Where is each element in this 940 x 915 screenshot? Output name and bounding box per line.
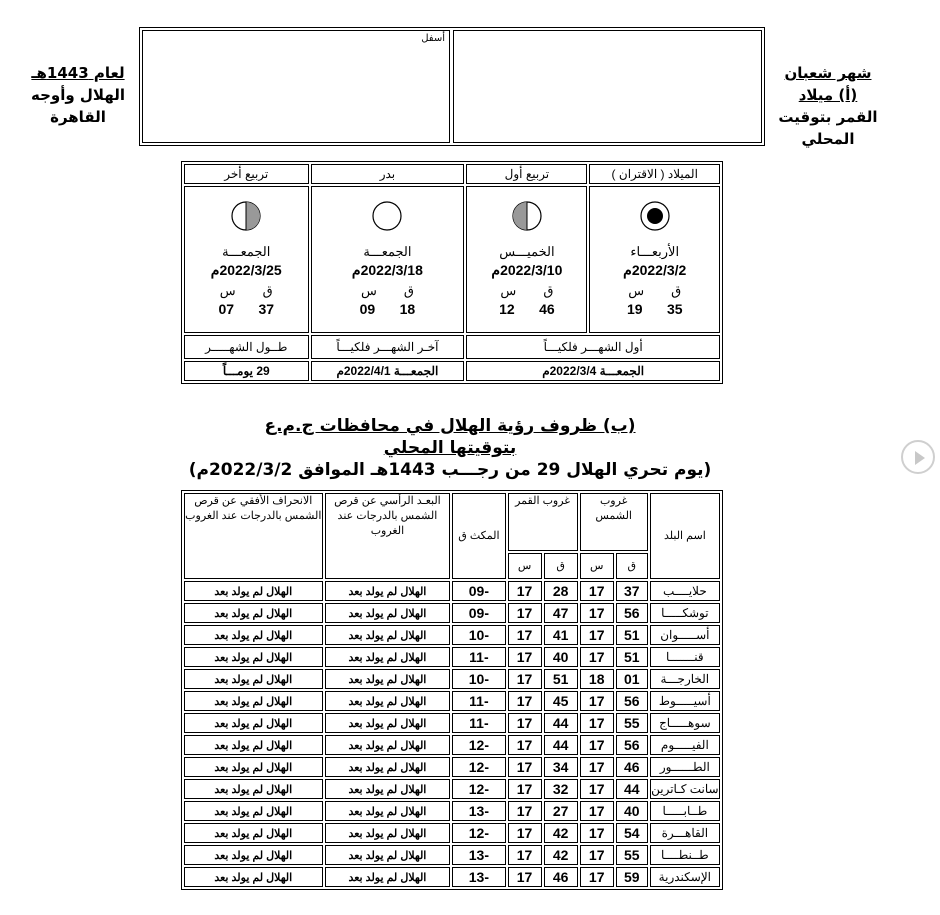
altitude-cell: الهلال لم يولد بعد <box>325 625 451 645</box>
moonset-hour-cell: 17 <box>508 779 542 799</box>
col-header-altitude: البعـد الرأسي عن قرص الشمس بالدرجات عند الغروب <box>325 493 451 579</box>
city-cell: قنـــــــا <box>650 647 720 667</box>
altitude-cell: الهلال لم يولد بعد <box>325 823 451 843</box>
hour-label: س <box>360 283 377 298</box>
azimuth-cell: الهلال لم يولد بعد <box>184 669 323 689</box>
city-cell: أســـــوان <box>650 625 720 645</box>
moonset-hour-cell: 17 <box>508 647 542 667</box>
moonset-minute-cell: 47 <box>544 603 578 623</box>
first-quarter-moon-icon <box>512 201 542 231</box>
sunset-hour-cell: 17 <box>580 691 614 711</box>
header-left-line-2: الهلال وأوجه <box>31 86 125 104</box>
hour-label: س <box>628 283 645 298</box>
moonset-hour-cell: 17 <box>508 581 542 601</box>
sunset-hour-cell: 17 <box>580 823 614 843</box>
stay-cell: -13 <box>452 845 505 865</box>
phase-day: الخميـــس <box>499 244 555 259</box>
header-right-line-2: (أ) ميلاد <box>798 86 858 104</box>
col-header-moonset: غروب القمر <box>508 493 578 551</box>
stay-cell: -12 <box>452 823 505 843</box>
summary-label-first-day: أول الشهـــر فلكيـــاً <box>466 335 720 359</box>
summary-label-last-day: آخـر الشهـــر فلكيـــاً <box>311 335 465 359</box>
stay-cell: -09 <box>452 581 505 601</box>
moonset-minute-cell: 45 <box>544 691 578 711</box>
altitude-cell: الهلال لم يولد بعد <box>325 845 451 865</box>
phase-date: 2022/3/25م <box>210 262 282 278</box>
moon-phases-table <box>181 161 723 384</box>
phase-minute: 37 <box>258 301 275 317</box>
minute-label: ق <box>403 283 414 298</box>
table-row <box>184 647 720 667</box>
city-cell: الإسكندرية <box>650 867 720 887</box>
altitude-cell: الهلال لم يولد بعد <box>325 603 451 623</box>
col-header-azimuth: الانحراف الأفقي عن قرص الشمس بالدرجات عند الغروب <box>184 493 323 579</box>
sunset-hour-cell: 17 <box>580 603 614 623</box>
phase-date: 2022/3/18م <box>351 262 423 278</box>
sunset-hour-cell: 17 <box>580 757 614 777</box>
city-cell: سانت كـاترين <box>650 779 720 799</box>
phase-hour: 09 <box>359 301 376 317</box>
sunset-minute-cell: 44 <box>616 779 648 799</box>
summary-value-first-day: الجمعـــة 2022/3/4م <box>466 361 720 381</box>
sunset-minute-cell: 01 <box>616 669 648 689</box>
sunset-hour-cell: 17 <box>580 735 614 755</box>
last-quarter-moon-icon <box>231 201 261 231</box>
moonset-hour-cell: 17 <box>508 713 542 733</box>
sunset-hour-cell: 17 <box>580 779 614 799</box>
city-cell: الفيـــــوم <box>650 735 720 755</box>
sunset-hour-cell: 18 <box>580 669 614 689</box>
col-header-sunset: غروب الشمس <box>580 493 648 551</box>
azimuth-cell: الهلال لم يولد بعد <box>184 735 323 755</box>
moonset-hour-cell: 17 <box>508 669 542 689</box>
moonset-minute-cell: 32 <box>544 779 578 799</box>
table-row <box>184 581 720 601</box>
moonset-hour-cell: 17 <box>508 735 542 755</box>
phase-day: الأربعـــاء <box>630 244 680 259</box>
altitude-cell: الهلال لم يولد بعد <box>325 757 451 777</box>
header-right-line-4: المحلي <box>801 130 855 148</box>
play-circle-icon[interactable] <box>901 440 935 474</box>
city-cell: سوهـــــاج <box>650 713 720 733</box>
table-row <box>184 867 720 887</box>
col-header-sun-hour: س <box>580 553 614 579</box>
altitude-cell: الهلال لم يولد بعد <box>325 647 451 667</box>
altitude-cell: الهلال لم يولد بعد <box>325 669 451 689</box>
altitude-cell: الهلال لم يولد بعد <box>325 801 451 821</box>
city-cell: القاهـــرة <box>650 823 720 843</box>
visibility-table-body <box>184 581 720 887</box>
azimuth-cell: الهلال لم يولد بعد <box>184 625 323 645</box>
hour-label: س <box>219 283 236 298</box>
phase-cell-last-quarter <box>184 186 309 333</box>
phase-header: تربيع أخر <box>184 164 309 184</box>
sunset-minute-cell: 55 <box>616 845 648 865</box>
full-moon-icon <box>372 201 402 231</box>
city-cell: طــنطــــا <box>650 845 720 865</box>
header-right-line-3: القمر بتوقيت <box>778 108 878 126</box>
phase-header: بدر <box>311 164 465 184</box>
table-row <box>184 691 720 711</box>
sunset-minute-cell: 59 <box>616 867 648 887</box>
moonset-minute-cell: 40 <box>544 647 578 667</box>
sunset-minute-cell: 51 <box>616 647 648 667</box>
table-row <box>184 735 720 755</box>
play-triangle <box>915 451 925 465</box>
header-box-left <box>142 30 450 143</box>
header-box-right <box>453 30 762 143</box>
sunset-minute-cell: 54 <box>616 823 648 843</box>
phase-day: الجمعـــة <box>363 244 412 259</box>
phase-date: 2022/3/2م <box>623 262 687 278</box>
phase-hour: 19 <box>626 301 643 317</box>
sunset-hour-cell: 17 <box>580 713 614 733</box>
phase-cell-full-moon <box>311 186 465 333</box>
moonset-minute-cell: 42 <box>544 823 578 843</box>
phase-day: الجمعـــة <box>222 244 271 259</box>
stay-cell: -10 <box>452 669 505 689</box>
table-row <box>184 823 720 843</box>
summary-value-last-day: الجمعـــة 2022/4/1م <box>311 361 465 381</box>
phase-minute: 35 <box>666 301 683 317</box>
city-cell: الخارجـــة <box>650 669 720 689</box>
sunset-minute-cell: 40 <box>616 801 648 821</box>
sunset-minute-cell: 51 <box>616 625 648 645</box>
phase-hour: 07 <box>218 301 235 317</box>
azimuth-cell: الهلال لم يولد بعد <box>184 801 323 821</box>
moonset-hour-cell: 17 <box>508 867 542 887</box>
stay-cell: -11 <box>452 713 505 733</box>
city-cell: توشكـــــا <box>650 603 720 623</box>
moonset-minute-cell: 27 <box>544 801 578 821</box>
city-cell: حلايــــب <box>650 581 720 601</box>
azimuth-cell: الهلال لم يولد بعد <box>184 867 323 887</box>
stay-cell: -09 <box>452 603 505 623</box>
azimuth-cell: الهلال لم يولد بعد <box>184 603 323 623</box>
azimuth-cell: الهلال لم يولد بعد <box>184 757 323 777</box>
header-left-line-1: لعام 1443هـ <box>31 64 125 82</box>
altitude-cell: الهلال لم يولد بعد <box>325 735 451 755</box>
visibility-table <box>181 490 723 890</box>
minute-label: ق <box>543 283 554 298</box>
col-header-stay: المكث ق <box>452 493 505 579</box>
col-header-moon-minute: ق <box>544 553 578 579</box>
moonset-minute-cell: 42 <box>544 845 578 865</box>
moonset-minute-cell: 34 <box>544 757 578 777</box>
header-right-line-1: شهر شعبان <box>784 64 872 82</box>
sunset-hour-cell: 17 <box>580 845 614 865</box>
phase-header: الميلاد ( الاقتران ) <box>589 164 720 184</box>
table-row <box>184 669 720 689</box>
col-header-moon-hour: س <box>508 553 542 579</box>
table-row <box>184 603 720 623</box>
moonset-hour-cell: 17 <box>508 801 542 821</box>
sunset-minute-cell: 37 <box>616 581 648 601</box>
phase-date: 2022/3/10م <box>491 262 563 278</box>
moonset-hour-cell: 17 <box>508 603 542 623</box>
summary-value-month-length: 29 يومـــاً <box>184 361 309 381</box>
sunset-minute-cell: 56 <box>616 603 648 623</box>
moonset-hour-cell: 17 <box>508 691 542 711</box>
summary-label-month-length: طــول الشهـــــر <box>184 335 309 359</box>
stay-cell: -12 <box>452 779 505 799</box>
city-cell: الطــــــور <box>650 757 720 777</box>
stay-cell: -10 <box>452 625 505 645</box>
azimuth-cell: الهلال لم يولد بعد <box>184 779 323 799</box>
phase-minute: 46 <box>539 301 555 317</box>
header-box <box>139 27 765 146</box>
col-header-city: اسم البلد <box>650 493 720 579</box>
altitude-cell: الهلال لم يولد بعد <box>325 713 451 733</box>
sunset-hour-cell: 17 <box>580 625 614 645</box>
city-cell: أسيـــــوط <box>650 691 720 711</box>
section-b-line-2: بتوقيتها المحلي <box>383 438 517 458</box>
moonset-minute-cell: 44 <box>544 713 578 733</box>
phase-cell-new-moon <box>589 186 720 333</box>
altitude-cell: الهلال لم يولد بعد <box>325 779 451 799</box>
stay-cell: -11 <box>452 691 505 711</box>
col-header-sun-minute: ق <box>616 553 648 579</box>
hour-label: س <box>500 283 517 298</box>
moonset-minute-cell: 41 <box>544 625 578 645</box>
phase-cell-first-quarter <box>466 186 587 333</box>
moonset-hour-cell: 17 <box>508 757 542 777</box>
phase-header: تربيع أول <box>466 164 587 184</box>
table-row <box>184 757 720 777</box>
stay-cell: -12 <box>452 757 505 777</box>
azimuth-cell: الهلال لم يولد بعد <box>184 647 323 667</box>
table-row <box>184 779 720 799</box>
azimuth-cell: الهلال لم يولد بعد <box>184 691 323 711</box>
header-left-line-3: القاهرة <box>50 108 106 126</box>
moonset-minute-cell: 44 <box>544 735 578 755</box>
azimuth-cell: الهلال لم يولد بعد <box>184 845 323 865</box>
header-right-title <box>775 62 881 150</box>
sunset-minute-cell: 56 <box>616 735 648 755</box>
altitude-cell: الهلال لم يولد بعد <box>325 581 451 601</box>
sunset-hour-cell: 17 <box>580 647 614 667</box>
moonset-hour-cell: 17 <box>508 823 542 843</box>
sunset-minute-cell: 55 <box>616 713 648 733</box>
altitude-cell: الهلال لم يولد بعد <box>325 867 451 887</box>
azimuth-cell: الهلال لم يولد بعد <box>184 581 323 601</box>
stay-cell: -11 <box>452 647 505 667</box>
azimuth-cell: الهلال لم يولد بعد <box>184 713 323 733</box>
sunset-hour-cell: 17 <box>580 867 614 887</box>
stay-cell: -12 <box>452 735 505 755</box>
section-b-title <box>180 415 720 481</box>
stay-cell: -13 <box>452 801 505 821</box>
sunset-hour-cell: 17 <box>580 581 614 601</box>
table-row <box>184 713 720 733</box>
stay-cell: -13 <box>452 867 505 887</box>
azimuth-cell: الهلال لم يولد بعد <box>184 823 323 843</box>
section-b-line-1: (ب) ظروف رؤية الهلال في محافظات ج.م.ع <box>264 416 636 436</box>
section-b-line-3: (يوم تحري الهلال 29 من رجـــب 1443هـ الموافق 2022/3/2م) <box>188 460 712 480</box>
table-row <box>184 625 720 645</box>
phase-minute: 18 <box>399 301 416 317</box>
table-row <box>184 801 720 821</box>
table-row <box>184 845 720 865</box>
moonset-minute-cell: 46 <box>544 867 578 887</box>
header-left-title <box>18 62 138 128</box>
sunset-hour-cell: 17 <box>580 801 614 821</box>
phase-hour: 12 <box>499 301 515 317</box>
minute-label: ق <box>262 283 273 298</box>
moonset-minute-cell: 51 <box>544 669 578 689</box>
moonset-minute-cell: 28 <box>544 581 578 601</box>
header-box-left-label: أسفل <box>421 33 445 44</box>
sunset-minute-cell: 46 <box>616 757 648 777</box>
moonset-hour-cell: 17 <box>508 845 542 865</box>
sunset-minute-cell: 56 <box>616 691 648 711</box>
new-moon-icon <box>640 201 670 231</box>
moonset-hour-cell: 17 <box>508 625 542 645</box>
minute-label: ق <box>671 283 682 298</box>
altitude-cell: الهلال لم يولد بعد <box>325 691 451 711</box>
city-cell: طــابـــــا <box>650 801 720 821</box>
